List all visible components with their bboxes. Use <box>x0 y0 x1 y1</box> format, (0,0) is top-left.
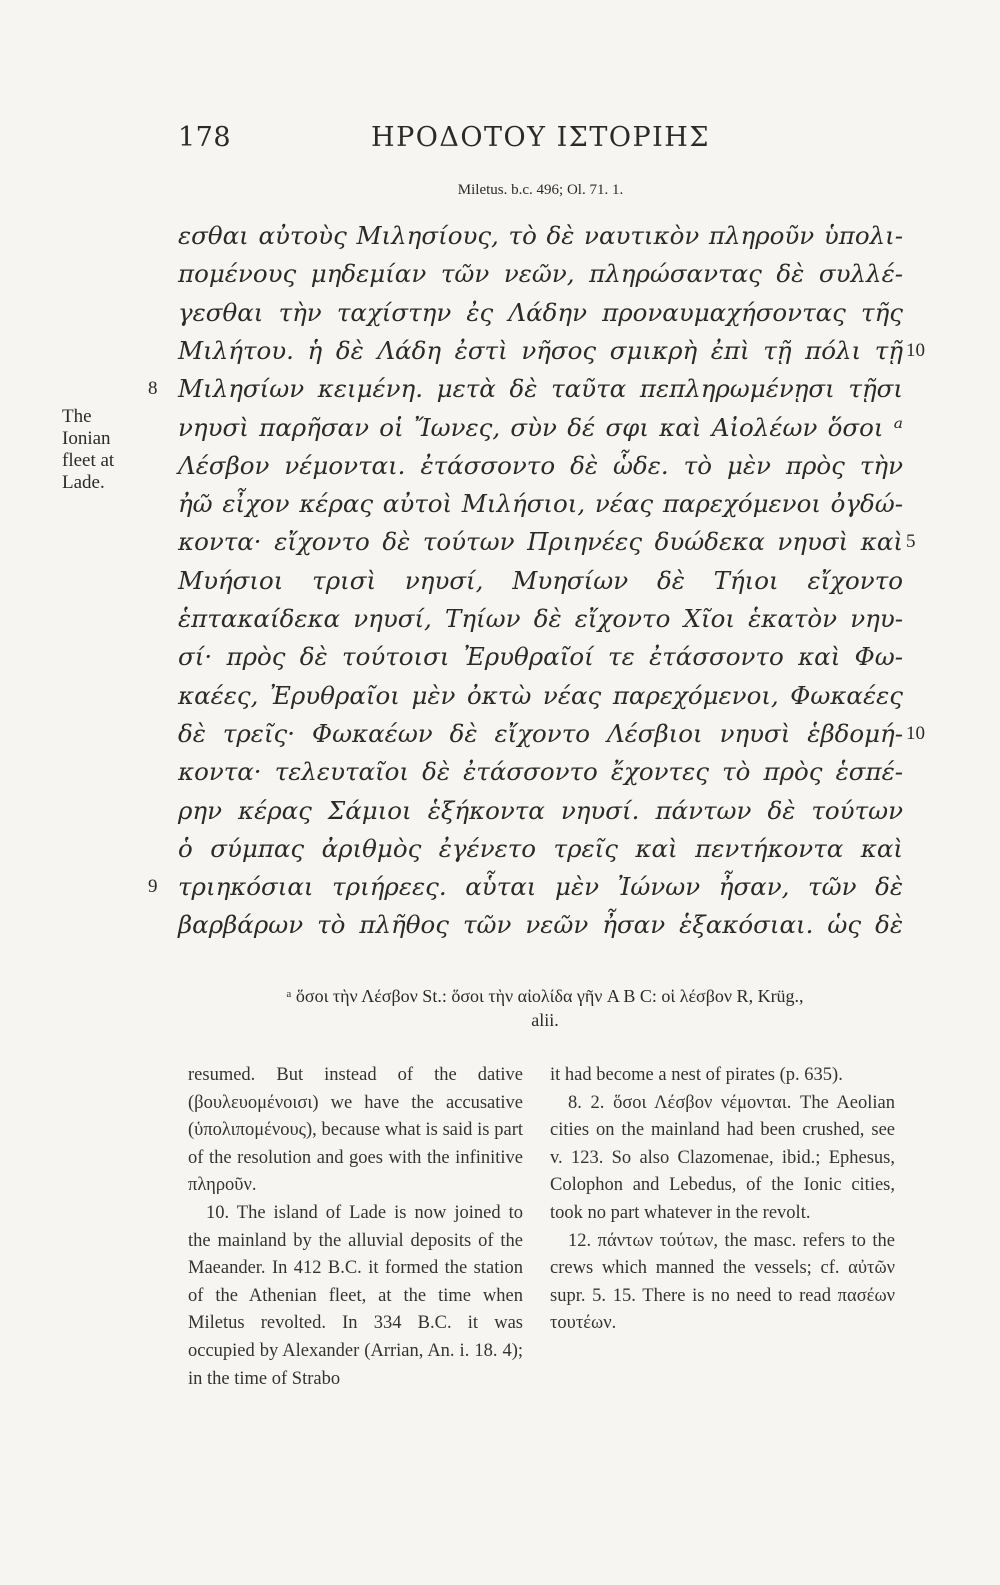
greek-text-line: τριηκόσιαι τριήρεες. αὗται μὲν Ἰώνων ἦσαν, τῶν δὲ <box>178 872 903 902</box>
greek-text-line: ὁ σύμπας ἀριθμὸς ἐγένετο τρεῖς καὶ πεντήκοντα καὶ <box>178 833 903 863</box>
footnote <box>190 984 900 1032</box>
commentary-paragraph: 10. The island of Lade is now joined to the mainland by the alluvial deposits of the Maeander. In 412 B.C. it formed the station of the Athenian fleet, at the time when Miletus revolted. In 334 B.C. it was occupied by Alexander (Arrian, An. i. 18. 4); in the time of Strabo <box>188 1202 523 1389</box>
commentary-paragraph: it had become a nest of pirates (p. 635). <box>550 1065 843 1085</box>
greek-text-line: γεσθαι τὴν ταχίστην ἐς Λάδην προναυμαχήσοντας τῆς <box>178 297 903 327</box>
section-subhead: Miletus. b.c. 496; Ol. 71. 1. <box>457 182 624 198</box>
commentary-paragraph: 8. 2. ὅσοι Λέσβον νέμονται. The Aeolian cities on the mainland had been crushed, see v. 123. So also Clazomenae, ibid.; Ephesus, Colophon and Lebedus, of the Ionic cities, took no part whatever in the revolt. <box>550 1092 895 1223</box>
greek-text-line: καέες, Ἐρυθραῖοι μὲν ὀκτὼ νέας παρεχόμενοι, Φωκαέες <box>178 680 903 710</box>
margin-note: The Ionian fleet at Lade. <box>62 406 115 493</box>
greek-text-line: ρην κέρας Σάμιοι ἑξήκοντα νηυσί. πάντων δὲ τούτων <box>178 795 903 825</box>
commentary-left-column <box>188 1062 523 1393</box>
line-number: 10 <box>906 722 925 744</box>
line-number: 10 <box>906 339 925 361</box>
footnote-line-1: ᵃ ὅσοι τὴν Λέσβον St.: ὅσοι τὴν αἰολίδα γῆν A B C: οἱ λέσβον R, Krüg., <box>286 986 804 1006</box>
greek-text-line: Μυήσιοι τρισὶ νηυσί, Μυησίων δὲ Τήιοι εἴχοντο <box>178 565 903 595</box>
greek-text-line: ἠῶ εἶχον κέρας αὐτοὶ Μιλήσιοι, νέας παρεχόμενοι ὀγδώ- <box>178 489 903 519</box>
commentary-paragraph: resumed. But instead of the dative (βουλευομένοισι) we have the accusative (ὑπολιπομένους), because what is said is part of the resolution and goes with the infinitive πληροῦν. <box>188 1065 523 1196</box>
greek-text-line: δὲ τρεῖς· Φωκαέων δὲ εἴχοντο Λέσβιοι νηυσὶ ἑβδομή- <box>178 718 903 748</box>
page-title: ΗΡΟΔΟΤΟΥ ΙΣΤΟΡΙΗΣ <box>371 122 710 153</box>
greek-text-line: Μιλήτου. ἡ δὲ Λάδη ἐστὶ νῆσος σμικρὴ ἐπὶ τῇ πόλι τῇ <box>178 335 903 365</box>
commentary-right-column <box>550 1062 895 1338</box>
greek-text-line: Μιλησίων κειμένη. μετὰ δὲ ταῦτα πεπληρωμένῃσι τῇσι <box>178 374 903 404</box>
greek-text-line: πομένους μηδεμίαν τῶν νεῶν, πληρώσαντας δὲ συλλέ- <box>178 259 903 289</box>
greek-text-line: ἑπτακαίδεκα νηυσί, Τηίων δὲ εἴχοντο Χῖοι ἑκατὸν νηυ- <box>178 604 903 633</box>
chapter-number: 8 <box>148 378 158 400</box>
greek-text-line: Λέσβον νέμονται. ἐτάσσοντο δὲ ὧδε. τὸ μὲν πρὸς τὴν <box>178 450 903 480</box>
greek-text-line: κοντα· εἴχοντο δὲ τούτων Πριηνέες δυώδεκα νηυσὶ καὶ <box>178 527 903 557</box>
commentary-paragraph: 12. πάντων τούτων, the masc. refers to the crews which manned the vessels; cf. αὐτῶν supr. 5. 15. There is no need to read πασέων τουτέων. <box>550 1230 895 1334</box>
greek-text-line: βαρβάρων τὸ πλῆθος τῶν νεῶν ἦσαν ἑξακόσιαι. ὡς δὲ <box>178 910 903 940</box>
footnote-line-2: alii. <box>531 1010 559 1030</box>
greek-text-line: εσθαι αὐτοὺς Μιλησίους, τὸ δὲ ναυτικὸν πληροῦν ὑπολι- <box>178 221 903 250</box>
greek-text-line: νηυσὶ παρῆσαν οἱ Ἴωνες, σὺν δέ σφι καὶ Αἰολέων ὅσοι ᵃ <box>178 412 903 442</box>
greek-text-line: κοντα· τελευταῖοι δὲ ἐτάσσοντο ἔχοντες τὸ πρὸς ἑσπέ- <box>178 757 903 787</box>
chapter-number: 9 <box>148 876 158 898</box>
greek-text-line: σί· πρὸς δὲ τούτοισι Ἐρυθραῖοί τε ἐτάσσοντο καὶ Φω- <box>178 642 903 672</box>
page-number: 178 <box>178 122 232 153</box>
line-number: 5 <box>906 531 916 553</box>
